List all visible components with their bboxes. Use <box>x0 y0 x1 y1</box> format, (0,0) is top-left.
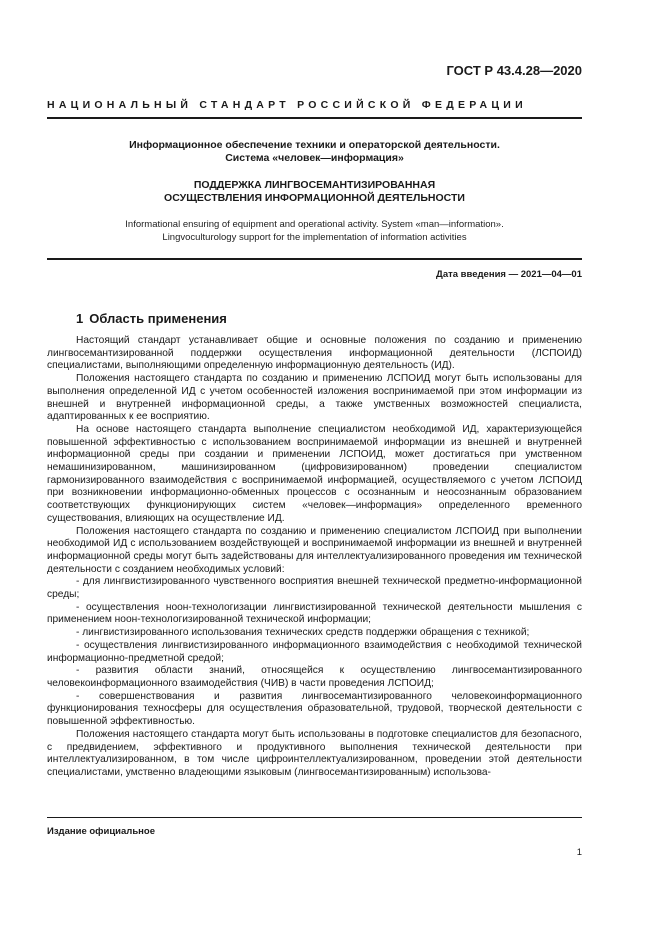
list-item: - совершенствования и развития лингвосемантизированного человекоинформационного функционирования техносферы для осуществления образовательной, трудовой, творческой деятельности с повышенной эффективностью. <box>47 690 582 728</box>
date-of-introduction: Дата введения — 2021—04—01 <box>436 269 582 280</box>
paragraph: На основе настоящего стандарта выполнение специалистом необходимой ИД, характеризующейся повышенной эффективностью с использованием воспринимаемой информации из внешней и внутренней информационной среды при создании и применении ЛСПОИД, может достигаться при умственном немашинизированном, машинизированном (цифровизированном) проведении специалистом гармонизированного взаимодействия с воспринимаемой информацией, осуществляемого с учетом ЛСПОИД при возникновении информационно-обменных процессов с осознанным и неосознанным образованием соответствующих функционирующих систем «человек—информация» определенного временного существования, влияющих на осуществление ИД. <box>47 423 582 524</box>
list-item: - осуществления ноон-технологизации лингвистизированной технической деятельности мышления с применением ноон-технологизированной технической информации; <box>47 601 582 626</box>
title-main-line-1: ПОДДЕРЖКА ЛИНГВОСЕМАНТИЗИРОВАННАЯ <box>193 179 436 191</box>
paragraph: Положения настоящего стандарта по созданию и применению ЛСПОИД могут быть использованы для выполнения определенной ИД с учетом особенностей изложения воспринимаемой при этом информации из внешней и внутренней информационной среды, а также умственных возможностей специалиста, адаптированных к ее восприятию. <box>47 373 582 423</box>
header-divider <box>47 117 582 119</box>
paragraph: Настоящий стандарт устанавливает общие и основные положения по созданию и применению лингвосемантизированной поддержки осуществления информационной деятельности (ЛСПОИД) специалистами, выполняющими определенную информационную деятельность (ИД). <box>47 335 582 372</box>
list-item: - для лингвистизированного чувственного восприятия внешней технической предметно-информационной среды; <box>47 576 582 601</box>
edition-note: Издание официальное <box>47 826 155 837</box>
title-main-line-2: ОСУЩЕСТВЛЕНИЯ ИНФОРМАЦИОННОЙ ДЕЯТЕЛЬНОСТИ <box>164 192 465 204</box>
title-en-line-2: Lingvoculturology support for the implementation of information activities <box>162 231 467 243</box>
list-item: - осуществления лингвистизированного информационного взаимодействия с необходимой технической информационно-предметной средой; <box>47 639 582 664</box>
national-standard-heading: НАЦИОНАЛЬНЫЙ СТАНДАРТ РОССИЙСКОЙ ФЕДЕРАЦИИ <box>47 99 527 111</box>
page-number: 1 <box>576 847 582 858</box>
section-body <box>47 335 582 780</box>
list-item: - развития области знаний, относящейся к осуществлению лингвосемантизированного человекоинформационного взаимодействия (ЧИВ) в части проведения ЛСПОИД; <box>47 665 582 689</box>
paragraph: Положения настоящего стандарта могут быть использованы в подготовке специалистов для безопасного, с предвидением, эффективного и продуктивного выполнения технической деятельности при интеллектуализированном, в том числе цифроинтеллектуализированном, проведении этой деятельности специалистами, умственно владеющими языковым (лингвосемантизированным) использова- <box>47 728 582 778</box>
footer-divider <box>47 817 582 818</box>
paragraph: Положения настоящего стандарта по созданию и применению специалистом ЛСПОИД при выполнении необходимой ИД с использованием воздействующей и воспринимаемой информации из внешней и внутренней информационной среды могут быть задействованы для интеллектуализированного проведения им технической деятельности с созданием необходимых условий: <box>47 525 582 575</box>
title-block-ru <box>47 139 582 165</box>
title-block-en <box>47 219 582 244</box>
title-block-main <box>47 179 582 205</box>
list-item: - лингвистизированного использования технических средств поддержки обращения с техникой; <box>76 627 530 639</box>
title-ru-line-2: Система «человек—информация» <box>225 152 404 164</box>
title-ru-line-1: Информационное обеспечение техники и операторской деятельности. <box>129 139 500 151</box>
title-divider <box>47 258 582 260</box>
title-en-line-1: Informational ensuring of equipment and operational activity. System «man—information». <box>125 219 504 230</box>
gost-code: ГОСТ Р 43.4.28—2020 <box>446 63 582 78</box>
section-title: Область применения <box>89 311 227 326</box>
section-heading <box>76 311 227 326</box>
section-number: 1 <box>76 311 84 326</box>
